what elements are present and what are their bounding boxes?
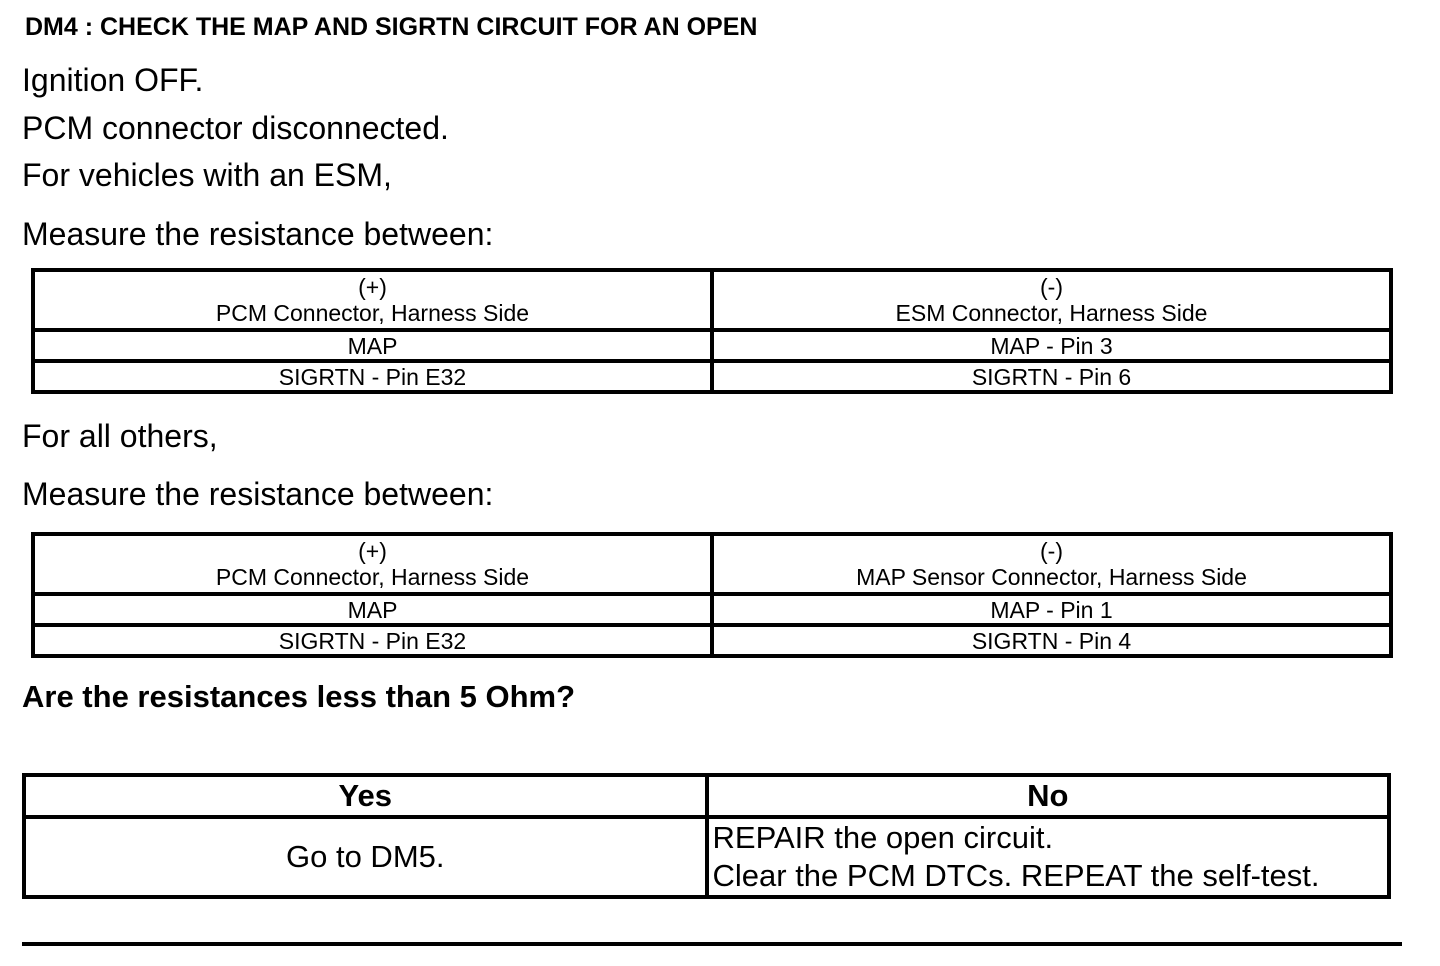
table-header-row bbox=[33, 534, 1391, 594]
table-row bbox=[33, 594, 1391, 625]
negative-sign: (-) bbox=[1040, 538, 1063, 564]
positive-sign: (+) bbox=[358, 274, 387, 300]
esm-pin-table bbox=[31, 268, 1393, 394]
no-header: No bbox=[707, 775, 1390, 817]
positive-lead-header bbox=[33, 270, 712, 330]
decision-action-row bbox=[24, 817, 1389, 897]
negative-sign: (-) bbox=[1040, 274, 1063, 300]
positive-sign: (+) bbox=[358, 538, 387, 564]
instruction-all-others: For all others, bbox=[22, 418, 218, 454]
table-row bbox=[33, 361, 1391, 392]
pcm-connector-label: PCM Connector, Harness Side bbox=[215, 564, 530, 590]
table-row bbox=[33, 625, 1391, 656]
instruction-measure-resistance-others: Measure the resistance between: bbox=[22, 476, 494, 512]
decision-table bbox=[22, 773, 1391, 899]
map-sensor-connector-label: MAP Sensor Connector, Harness Side bbox=[856, 564, 1247, 590]
instruction-ignition-off: Ignition OFF. bbox=[22, 62, 204, 98]
no-action-clear-dtcs: Clear the PCM DTCs. REPEAT the self-test. bbox=[712, 858, 1320, 893]
negative-lead-header bbox=[712, 270, 1391, 330]
yes-header: Yes bbox=[24, 775, 707, 817]
no-action-repair: REPAIR the open circuit. bbox=[712, 820, 1054, 855]
step-title: DM4 : CHECK THE MAP AND SIGRTN CIRCUIT FOR AN OPEN bbox=[25, 13, 758, 41]
table-row bbox=[33, 330, 1391, 361]
instruction-esm-vehicles: For vehicles with an ESM, bbox=[22, 157, 392, 193]
instruction-measure-resistance: Measure the resistance between: bbox=[22, 216, 494, 252]
yes-action: Go to DM5. bbox=[24, 817, 707, 897]
bottom-divider bbox=[22, 942, 1402, 946]
no-action bbox=[707, 817, 1390, 897]
negative-lead-header bbox=[712, 534, 1391, 594]
pcm-pin-cell: SIGRTN - Pin E32 bbox=[33, 361, 712, 392]
instruction-pcm-disconnected: PCM connector disconnected. bbox=[22, 110, 449, 146]
pcm-pin-cell: SIGRTN - Pin E32 bbox=[33, 625, 712, 656]
decision-header-row bbox=[24, 775, 1389, 817]
map-sensor-pin-cell: MAP - Pin 1 bbox=[712, 594, 1391, 625]
positive-lead-header bbox=[33, 534, 712, 594]
map-sensor-pin-table bbox=[31, 532, 1393, 658]
esm-pin-cell: MAP - Pin 3 bbox=[712, 330, 1391, 361]
pcm-connector-label: PCM Connector, Harness Side bbox=[215, 300, 530, 326]
map-sensor-pin-cell: SIGRTN - Pin 4 bbox=[712, 625, 1391, 656]
esm-pin-cell: SIGRTN - Pin 6 bbox=[712, 361, 1391, 392]
pcm-pin-cell: MAP bbox=[33, 594, 712, 625]
pcm-pin-cell: MAP bbox=[33, 330, 712, 361]
resistance-question: Are the resistances less than 5 Ohm? bbox=[22, 679, 576, 714]
table-header-row bbox=[33, 270, 1391, 330]
esm-connector-label: ESM Connector, Harness Side bbox=[895, 300, 1208, 326]
